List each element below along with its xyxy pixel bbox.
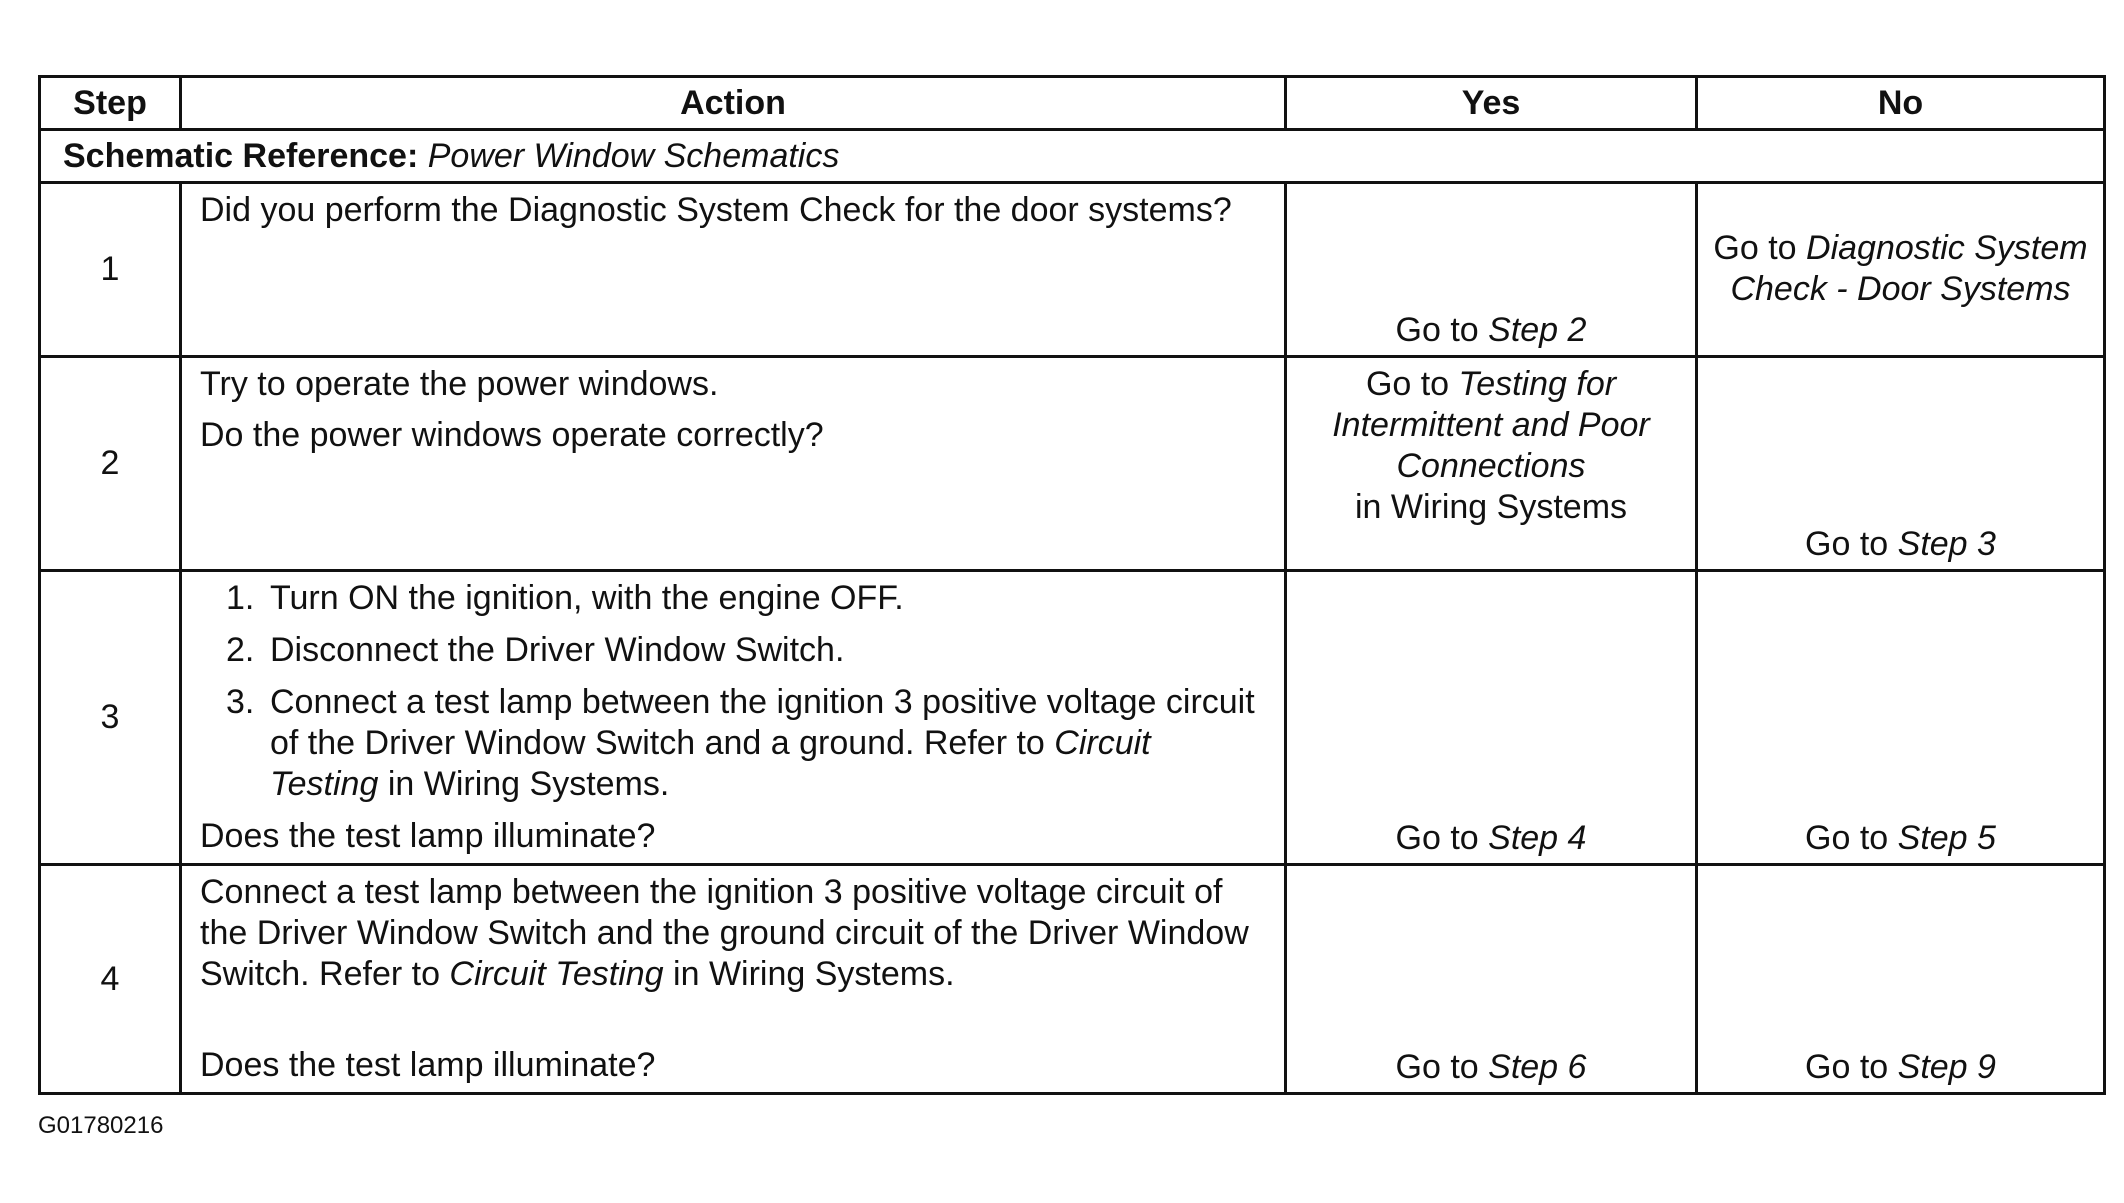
list-item	[226, 630, 1266, 671]
header-no: No	[1697, 77, 2105, 130]
no-link[interactable]: Step 5	[1897, 819, 1996, 857]
list-item-number: 1.	[226, 579, 255, 617]
action-cell	[181, 357, 1286, 571]
list-item-text: Turn ON the ignition, with the engine OFF.	[270, 579, 904, 617]
list-item-text-before: Connect a test lamp between the ignition 3 positive voltage circuit of the Driver Window Switch and a ground. Refer to	[270, 683, 1255, 762]
yes-prefix: Go to	[1395, 1048, 1489, 1086]
list-item	[226, 682, 1266, 805]
no-prefix: Go to	[1805, 525, 1898, 563]
yes-prefix: Go to	[1365, 365, 1459, 403]
no-link[interactable]: Step 3	[1897, 525, 1996, 563]
yes-link[interactable]: Step 6	[1488, 1048, 1587, 1086]
diagnostic-table	[38, 75, 2106, 1095]
table-row	[40, 571, 2105, 865]
no-link[interactable]: Diagnostic System Check - Door Systems	[1730, 229, 2088, 308]
circuit-testing-link[interactable]: Circuit Testing	[449, 955, 664, 993]
step-number: 4	[40, 865, 181, 1094]
action-cell	[181, 571, 1286, 865]
yes-cell	[1286, 865, 1697, 1094]
schematic-reference-row	[40, 130, 2105, 183]
list-item-number: 2.	[226, 631, 255, 669]
step-number: 3	[40, 571, 181, 865]
no-cell	[1697, 183, 2105, 357]
step-number: 2	[40, 357, 181, 571]
no-prefix: Go to	[1713, 229, 1807, 267]
no-cell	[1697, 571, 2105, 865]
list-item-number: 3.	[226, 683, 255, 721]
yes-link[interactable]: Step 4	[1488, 819, 1587, 857]
action-question: Does the test lamp illuminate?	[200, 1046, 656, 1084]
action-cell	[181, 183, 1286, 357]
yes-link[interactable]: Step 2	[1488, 311, 1587, 349]
no-link[interactable]: Step 9	[1897, 1048, 1996, 1086]
action-question: Does the test lamp illuminate?	[200, 817, 656, 855]
no-prefix: Go to	[1805, 819, 1898, 857]
action-steps-list	[200, 578, 1266, 805]
yes-suffix: in Wiring Systems	[1354, 488, 1628, 526]
schematic-reference-link[interactable]: Power Window Schematics	[427, 136, 840, 175]
yes-link[interactable]: Testing for Intermittent and Poor Connections	[1332, 365, 1650, 485]
action-text-after: in Wiring Systems.	[663, 955, 955, 993]
step-number: 1	[40, 183, 181, 357]
no-cell	[1697, 357, 2105, 571]
yes-prefix: Go to	[1395, 311, 1489, 349]
header-step: Step	[40, 77, 181, 130]
header-row	[40, 77, 2105, 130]
schematic-reference	[40, 130, 2105, 183]
header-yes: Yes	[1286, 77, 1697, 130]
action-text: Try to operate the power windows.	[200, 365, 719, 403]
schematic-reference-label: Schematic Reference:	[63, 136, 419, 175]
list-item-text	[270, 682, 1266, 805]
circuit-testing-link[interactable]: Circuit Testing	[270, 724, 1151, 803]
list-item	[226, 578, 1266, 619]
list-item-text: Disconnect the Driver Window Switch.	[270, 631, 845, 669]
no-prefix: Go to	[1805, 1048, 1898, 1086]
table-row	[40, 357, 2105, 571]
action-text-before: Connect a test lamp between the ignition 3 positive voltage circuit of the Driver Window Switch and the ground circuit of the Driver Window Switch. Refer to	[200, 873, 1249, 993]
action-text	[200, 872, 1266, 995]
action-question: Do the power windows operate correctly?	[200, 416, 824, 454]
yes-cell	[1286, 357, 1697, 571]
figure-id: G01780216	[38, 1112, 164, 1139]
yes-cell	[1286, 571, 1697, 865]
list-item-text-after: in Wiring Systems.	[378, 765, 670, 803]
action-cell	[181, 865, 1286, 1094]
table-row	[40, 183, 2105, 357]
no-cell	[1697, 865, 2105, 1094]
header-action: Action	[181, 77, 1286, 130]
table-row	[40, 865, 2105, 1094]
action-text: Did you perform the Diagnostic System Check for the door systems?	[200, 191, 1232, 229]
yes-prefix: Go to	[1395, 819, 1489, 857]
yes-cell	[1286, 183, 1697, 357]
